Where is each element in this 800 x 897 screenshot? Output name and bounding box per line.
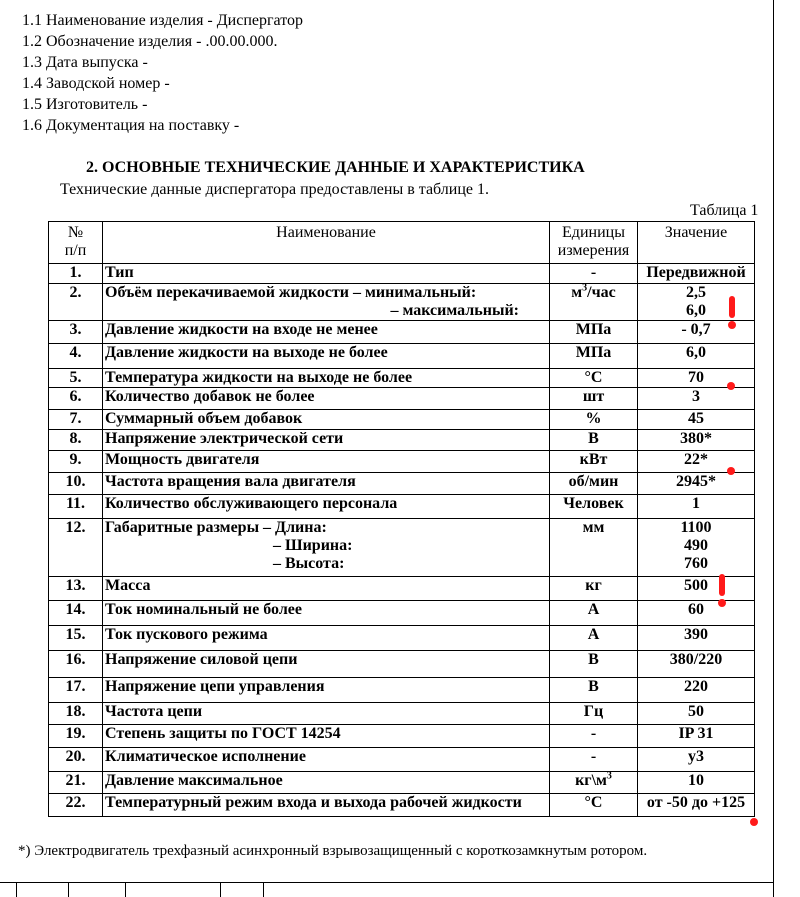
header-unit: Единицы измерения bbox=[550, 222, 638, 264]
info-line-serial: 1.4 Заводской номер - bbox=[22, 75, 170, 92]
row-number: 5. bbox=[49, 369, 103, 388]
row-number: 18. bbox=[49, 703, 103, 725]
table-row bbox=[49, 264, 755, 284]
table-row bbox=[49, 725, 755, 748]
exclamation-mark bbox=[719, 574, 725, 596]
row-name: Объём перекачиваемой жидкости – минимальный: – максимальный: bbox=[103, 284, 550, 321]
row-value: 380/220 bbox=[638, 651, 755, 678]
row-value: у3 bbox=[638, 748, 755, 772]
row-unit: °С bbox=[550, 369, 638, 388]
row-value: 70 bbox=[638, 369, 755, 388]
table-row bbox=[49, 410, 755, 430]
row-unit: А bbox=[550, 601, 638, 626]
row-unit: В bbox=[550, 678, 638, 703]
row-number: 20. bbox=[49, 748, 103, 772]
row-name: Частота вращения вала двигателя bbox=[103, 473, 550, 495]
row-unit: В bbox=[550, 430, 638, 451]
row-unit: В bbox=[550, 651, 638, 678]
row-value: Передвижной bbox=[638, 264, 755, 284]
row-value: 220 bbox=[638, 678, 755, 703]
row-name: Тип bbox=[103, 264, 550, 284]
row-name: Напряжение цепи управления bbox=[103, 678, 550, 703]
bottom-tick bbox=[125, 882, 126, 897]
row-name: Давление жидкости на входе не менее bbox=[103, 321, 550, 344]
row-number: 21. bbox=[49, 772, 103, 794]
table-row bbox=[49, 601, 755, 626]
bottom-tick bbox=[263, 882, 264, 897]
row-number: 19. bbox=[49, 725, 103, 748]
table-row bbox=[49, 284, 755, 321]
section-title: 2. ОСНОВНЫЕ ТЕХНИЧЕСКИЕ ДАННЫЕ И ХАРАКТЕРИСТИКА bbox=[86, 159, 585, 176]
info-line-release-date: 1.3 Дата выпуска - bbox=[22, 54, 148, 71]
product-info bbox=[22, 10, 303, 136]
row-number: 9. bbox=[49, 451, 103, 473]
row-number: 14. bbox=[49, 601, 103, 626]
row-number: 11. bbox=[49, 495, 103, 519]
row-name: Габаритные размеры – Длина: – Ширина: – Высота: bbox=[103, 519, 550, 577]
exclamation-dot bbox=[718, 599, 726, 607]
row-unit: - bbox=[550, 725, 638, 748]
header-num: № п/п bbox=[49, 222, 103, 264]
row-unit: - bbox=[550, 264, 638, 284]
table-row bbox=[49, 430, 755, 451]
row-unit: мм bbox=[550, 519, 638, 577]
row-unit: МПа bbox=[550, 344, 638, 369]
row-name: Суммарный объем добавок bbox=[103, 410, 550, 430]
row-name: Количество добавок не более bbox=[103, 388, 550, 410]
row-value: 50 bbox=[638, 703, 755, 725]
table-row bbox=[49, 651, 755, 678]
row-unit: Человек bbox=[550, 495, 638, 519]
row-name: Давление максимальное bbox=[103, 772, 550, 794]
bottom-rule bbox=[0, 882, 773, 883]
table-row bbox=[49, 577, 755, 601]
table-row bbox=[49, 369, 755, 388]
row-unit: °С bbox=[550, 794, 638, 817]
table-row bbox=[49, 678, 755, 703]
header-value: Значение bbox=[638, 222, 755, 264]
row-number: 16. bbox=[49, 651, 103, 678]
row-name: Масса bbox=[103, 577, 550, 601]
row-name: Напряжение силовой цепи bbox=[103, 651, 550, 678]
row-name: Частота цепи bbox=[103, 703, 550, 725]
row-unit: кВт bbox=[550, 451, 638, 473]
info-line-designation: 1.2 Обозначение изделия - .00.00.000. bbox=[22, 33, 278, 50]
marker-dot bbox=[727, 467, 735, 475]
row-value: 60 bbox=[638, 601, 755, 626]
row-unit: об/мин bbox=[550, 473, 638, 495]
row-number: 4. bbox=[49, 344, 103, 369]
table-row bbox=[49, 703, 755, 725]
row-value: 45 bbox=[638, 410, 755, 430]
row-name: Напряжение электрической сети bbox=[103, 430, 550, 451]
row-value: 1 bbox=[638, 495, 755, 519]
row-unit: $м^3$/час bbox=[550, 284, 638, 321]
row-value: - 0,7 bbox=[638, 321, 755, 344]
info-line-manufacturer: 1.5 Изготовитель - bbox=[22, 96, 148, 113]
row-value: IP 31 bbox=[638, 725, 755, 748]
info-line-documentation: 1.6 Документация на поставку - bbox=[22, 117, 240, 134]
spec-table bbox=[48, 221, 755, 817]
row-number: 2. bbox=[49, 284, 103, 321]
row-number: 17. bbox=[49, 678, 103, 703]
row-unit: - bbox=[550, 748, 638, 772]
table-row bbox=[49, 388, 755, 410]
page-border bbox=[773, 0, 774, 897]
table-caption: Таблица 1 bbox=[690, 202, 759, 219]
row-number: 15. bbox=[49, 626, 103, 651]
row-value: 2,5 6,0 bbox=[638, 284, 755, 321]
bottom-tick bbox=[16, 882, 17, 897]
row-number: 8. bbox=[49, 430, 103, 451]
table-row bbox=[49, 473, 755, 495]
info-line-name: 1.1 Наименование изделия - Диспергатор bbox=[22, 12, 304, 29]
row-value: 10 bbox=[638, 772, 755, 794]
row-unit: А bbox=[550, 626, 638, 651]
table-row bbox=[49, 772, 755, 794]
intro-text: Технические данные диспергатора предоставлены в таблице 1. bbox=[60, 181, 490, 198]
row-value: от -50 до +125 bbox=[638, 794, 755, 817]
row-name: Количество обслуживающего персонала bbox=[103, 495, 550, 519]
table-row bbox=[49, 748, 755, 772]
table-row bbox=[49, 495, 755, 519]
row-number: 22. bbox=[49, 794, 103, 817]
row-name: Ток номинальный не более bbox=[103, 601, 550, 626]
table-row bbox=[49, 626, 755, 651]
row-number: 7. bbox=[49, 410, 103, 430]
row-number: 13. bbox=[49, 577, 103, 601]
row-value: 6,0 bbox=[638, 344, 755, 369]
row-name: Давление жидкости на выходе не более bbox=[103, 344, 550, 369]
row-value: 3 bbox=[638, 388, 755, 410]
marker-dot bbox=[727, 382, 735, 390]
row-number: 1. bbox=[49, 264, 103, 284]
row-name: Степень защиты по ГОСТ 14254 bbox=[103, 725, 550, 748]
row-value: 390 bbox=[638, 626, 755, 651]
table-row bbox=[49, 344, 755, 369]
exclamation-dot bbox=[728, 321, 736, 329]
bottom-tick bbox=[220, 882, 221, 897]
exclamation-mark bbox=[729, 296, 735, 318]
row-name: Температурный режим входа и выхода рабочей жидкости bbox=[103, 794, 550, 817]
row-unit: шт bbox=[550, 388, 638, 410]
table-body bbox=[49, 264, 755, 817]
bottom-tick bbox=[68, 882, 69, 897]
row-number: 10. bbox=[49, 473, 103, 495]
table-row bbox=[49, 794, 755, 817]
table-row bbox=[49, 451, 755, 473]
table-row bbox=[49, 519, 755, 577]
header-name: Наименование bbox=[103, 222, 550, 264]
row-unit: МПа bbox=[550, 321, 638, 344]
row-number: 3. bbox=[49, 321, 103, 344]
row-unit: % bbox=[550, 410, 638, 430]
row-name: Мощность двигателя bbox=[103, 451, 550, 473]
row-name: Ток пускового режима bbox=[103, 626, 550, 651]
row-number: 12. bbox=[49, 519, 103, 577]
row-name: Температура жидкости на выходе не более bbox=[103, 369, 550, 388]
row-unit: $кг\backslash м^3$ bbox=[550, 772, 638, 794]
row-unit: кг bbox=[550, 577, 638, 601]
marker-dot bbox=[750, 818, 758, 826]
row-value: 380* bbox=[638, 430, 755, 451]
row-name: Климатическое исполнение bbox=[103, 748, 550, 772]
header-row bbox=[49, 222, 755, 264]
table-row bbox=[49, 321, 755, 344]
row-value: 500 bbox=[638, 577, 755, 601]
row-value: 22* bbox=[638, 451, 755, 473]
row-value: 1100 490 760 bbox=[638, 519, 755, 577]
row-value: 2945* bbox=[638, 473, 755, 495]
footnote: *) Электродвигатель трехфазный асинхронный взрывозащищенный с короткозамкнутым ротором. bbox=[18, 843, 648, 859]
row-unit: Гц bbox=[550, 703, 638, 725]
row-number: 6. bbox=[49, 388, 103, 410]
